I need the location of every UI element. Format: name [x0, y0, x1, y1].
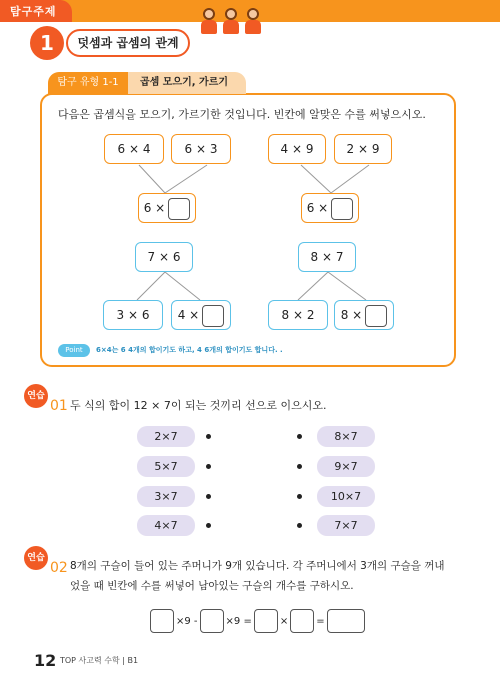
equation-text: ×: [279, 615, 289, 627]
answer-blank[interactable]: [290, 609, 314, 633]
left-expression: 5×7: [137, 456, 195, 477]
right-expression: 10×7: [317, 486, 375, 507]
answer-blank[interactable]: [365, 305, 387, 327]
match-dot[interactable]: [206, 464, 211, 469]
equation-text: =: [316, 615, 325, 627]
book-title: TOP 사고력 수학 | B1: [60, 656, 139, 665]
topic-title: 덧셈과 곱셈의 관계: [66, 29, 190, 57]
problem-type-title: 곱셈 모으기, 가르기: [128, 72, 246, 94]
tree2-left-box: 4 × 9: [268, 134, 326, 164]
point-text: 6×4는 6 4개의 합이기도 하고, 4 6개의 합이기도 합니다. .: [96, 346, 283, 354]
left-expression: 2×7: [137, 426, 195, 447]
equation-text: ×9 -: [176, 615, 198, 627]
answer-blank[interactable]: [200, 609, 224, 633]
answer-blank[interactable]: [150, 609, 174, 633]
tree3-right-label: 4 ×: [177, 308, 200, 322]
equation-row: [150, 608, 365, 634]
equation-text: ×9 =: [225, 615, 252, 627]
tree2-result-label: 6 ×: [306, 201, 329, 215]
match-dot[interactable]: [297, 464, 302, 469]
problem-type-label: 탐구 유형 1-1: [48, 72, 128, 94]
match-dot[interactable]: [297, 494, 302, 499]
tree4-top-box: 8 × 7: [298, 242, 356, 272]
tree3-left-box: 3 × 6: [103, 300, 163, 330]
tree1-right-box: 6 × 3: [171, 134, 231, 164]
practice2-number: 02: [50, 560, 68, 576]
match-dot[interactable]: [297, 523, 302, 528]
answer-blank[interactable]: [331, 198, 353, 220]
page-number: 12: [34, 651, 57, 670]
practice2-text-line2: 었을 때 빈칸에 수를 써넣어 남아있는 구슬의 개수를 구하시오.: [70, 580, 354, 592]
right-expression: 7×7: [317, 515, 375, 536]
answer-blank[interactable]: [327, 609, 365, 633]
topic-tag-label: 탐구주제: [10, 5, 57, 18]
left-expression: 4×7: [137, 515, 195, 536]
tree4-right-label: 8 ×: [340, 308, 363, 322]
tree4-right-box: [334, 300, 394, 330]
match-dot[interactable]: [206, 434, 211, 439]
right-expression: 9×7: [317, 456, 375, 477]
tree3-right-box: [171, 300, 231, 330]
right-expression: 8×7: [317, 426, 375, 447]
problem-instruction: 다음은 곱셈식을 모으기, 가르기한 것입니다. 빈칸에 알맞은 수를 써넣으시오.: [58, 108, 426, 121]
tree2-right-box: 2 × 9: [334, 134, 392, 164]
practice2-tag: 연습: [24, 546, 48, 570]
topic-number: 1: [30, 26, 64, 60]
answer-blank[interactable]: [168, 198, 190, 220]
tree1-result-label: 6 ×: [143, 201, 166, 215]
tree1-result-box: [138, 193, 196, 223]
practice1-tag: 연습: [24, 384, 48, 408]
practice1-text: 두 식의 합이 12 × 7이 되는 것끼리 선으로 이으시오.: [70, 399, 327, 412]
point-badge: Point: [58, 344, 90, 357]
practice2-text-line1: 8개의 구슬이 들어 있는 주머니가 9개 있습니다. 각 주머니에서 3개의 구슬을 꺼내: [70, 560, 445, 572]
answer-blank[interactable]: [254, 609, 278, 633]
answer-blank[interactable]: [202, 305, 224, 327]
match-dot[interactable]: [206, 494, 211, 499]
left-expression: 3×7: [137, 486, 195, 507]
tree4-left-box: 8 × 2: [268, 300, 328, 330]
tree2-result-box: [301, 193, 359, 223]
match-dot[interactable]: [297, 434, 302, 439]
tree3-top-box: 7 × 6: [135, 242, 193, 272]
tree1-left-box: 6 × 4: [104, 134, 164, 164]
match-dot[interactable]: [206, 523, 211, 528]
practice1-number: 01: [50, 398, 68, 414]
